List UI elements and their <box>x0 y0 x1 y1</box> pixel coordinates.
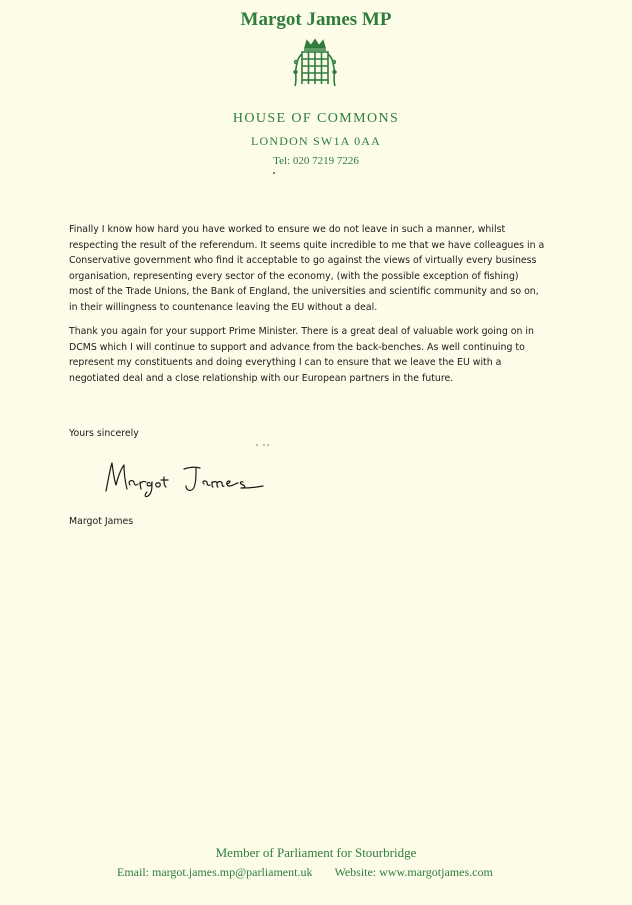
text-line: represent my constituents and doing everything I can to ensure that we leave the EU with a <box>69 357 502 369</box>
portcullis-icon <box>291 38 339 90</box>
text-line: organisation, representing every sector of the economy, (with the possible exception of fishing) <box>69 270 519 282</box>
text-line: DCMS which I will continue to support and advance from the back-benches. As well continuing to <box>69 341 525 353</box>
text-line: negotiated deal and a close relationship with our European partners in the future. <box>69 372 454 384</box>
text-line: Finally I know how hard you have worked to ensure we do not leave in such a manner, whilst <box>69 224 506 235</box>
text-line: respecting the result of the referendum. It seems quite incredible to me that we have colleagues in a <box>69 239 545 251</box>
text-line: Conservative government who find it acceptable to go against the views of virtually every business <box>69 255 537 267</box>
body-paragraph-1 <box>69 222 569 316</box>
text-line: Thank you again for your support Prime Minister. There is a great deal of valuable work going on in <box>69 326 534 337</box>
signer-name: Margot James <box>69 516 134 527</box>
letterhead-house: HOUSE OF COMMONS <box>232 111 400 126</box>
stray-mark <box>273 172 275 174</box>
letterhead-address: LONDON SW1A 0AA <box>251 134 381 148</box>
letterhead-name: Margot James MP <box>240 9 392 30</box>
footer-constituency: Member of Parliament for Stourbridge <box>215 845 417 860</box>
signature-image <box>100 455 270 500</box>
footer-contact <box>117 865 493 880</box>
letterhead-telephone: Tel: 020 7219 7226 <box>273 155 359 167</box>
body-paragraph-2 <box>69 324 569 386</box>
closing-salutation: Yours sincerely <box>69 428 139 439</box>
text-line: in their willingness to countenance leaving the EU without a deal. <box>69 301 378 313</box>
footer-website[interactable]: Website: www.margotjames.com <box>334 865 493 879</box>
footer-email[interactable]: Email: margot.james.mp@parliament.uk <box>117 865 313 879</box>
stray-marks <box>255 443 275 447</box>
text-line: most of the Trade Unions, the Bank of England, the universities and scientific community and so on, <box>69 286 539 298</box>
